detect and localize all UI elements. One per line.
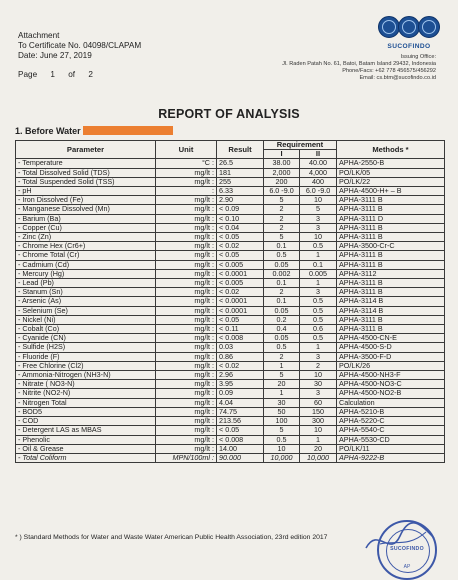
method-cell: APHA-4500-H+ – B [337, 187, 445, 196]
page-indicator [18, 70, 104, 79]
requirement-ii-cell: 0.1 [300, 260, 337, 269]
requirement-ii-cell: 0.5 [300, 242, 337, 251]
parameter-cell: - Free Chlorine (Cl2) [16, 361, 156, 370]
header-requirement: Requirement [264, 141, 337, 150]
table-row [16, 260, 445, 269]
page-of-label: of [68, 70, 76, 79]
requirement-ii-cell: 3 [300, 214, 337, 223]
method-cell: APHA-4500-NO2-B [337, 389, 445, 398]
parameter-cell: - Selenium (Se) [16, 306, 156, 315]
stamp-text: SUCOFINDO [390, 546, 424, 552]
unit-cell: mg/lt : [156, 380, 217, 389]
requirement-ii-cell: 0.5 [300, 334, 337, 343]
requirement-i-cell: 2 [264, 223, 300, 232]
table-row [16, 444, 445, 453]
table-row [16, 223, 445, 232]
parameter-cell: - COD [16, 417, 156, 426]
requirement-ii-cell: 40.00 [300, 159, 337, 168]
parameter-cell: - Nitrite (NO2-N) [16, 389, 156, 398]
result-cell: 213.56 [217, 417, 264, 426]
requirement-ii-cell: 2 [300, 361, 337, 370]
requirement-ii-cell: 3 [300, 223, 337, 232]
method-cell: APHA-3111 B [337, 233, 445, 242]
requirement-ii-cell: 10 [300, 196, 337, 205]
requirement-i-cell: 5 [264, 233, 300, 242]
method-cell: APHA-2550-B [337, 159, 445, 168]
parameter-cell: - Cobalt (Co) [16, 325, 156, 334]
parameter-cell: - Chrome Hex (Cr6+) [16, 242, 156, 251]
result-cell: 0.03 [217, 343, 264, 352]
parameter-cell: - Chrome Total (Cr) [16, 251, 156, 260]
issuing-office-label: Issuing Office: [400, 54, 436, 60]
requirement-ii-cell: 10,000 [300, 453, 337, 462]
section-title: 1. Before Water [15, 126, 81, 136]
result-cell: < 0.008 [217, 334, 264, 343]
requirement-i-cell: 2,000 [264, 168, 300, 177]
page-current: 1 [50, 70, 55, 79]
parameter-cell: - Ammonia-Nitrogen (NH3-N) [16, 371, 156, 380]
requirement-i-cell: 0.05 [264, 334, 300, 343]
requirement-i-cell: 5 [264, 196, 300, 205]
table-row [16, 435, 445, 444]
requirement-i-cell: 0.05 [264, 306, 300, 315]
stamp-sub: AP [403, 564, 411, 570]
unit-cell: mg/lt : [156, 297, 217, 306]
result-cell: 74.75 [217, 407, 264, 416]
phone-line: Phone/Facs: +62 778 456575/456292 [342, 68, 436, 74]
unit-cell: mg/lt : [156, 269, 217, 278]
method-cell: APHA-3111 B [337, 251, 445, 260]
requirement-i-cell: 0.002 [264, 269, 300, 278]
table-row [16, 352, 445, 361]
attachment-line: Attachment [18, 31, 60, 40]
requirement-ii-cell: 0.5 [300, 306, 337, 315]
requirement-ii-cell: 10 [300, 233, 337, 242]
table-row [16, 407, 445, 416]
parameter-cell: - Barium (Ba) [16, 214, 156, 223]
result-cell: < 0.05 [217, 233, 264, 242]
result-cell: 0.09 [217, 389, 264, 398]
unit-cell: mg/lt : [156, 260, 217, 269]
table-row [16, 315, 445, 324]
parameter-cell: - Arsenic (As) [16, 297, 156, 306]
requirement-ii-cell: 60 [300, 398, 337, 407]
unit-cell: mg/lt : [156, 306, 217, 315]
result-cell: < 0.0001 [217, 297, 264, 306]
result-cell: 4.04 [217, 398, 264, 407]
method-cell: APHA-3500-F-D [337, 352, 445, 361]
parameter-cell: - Stanum (Sn) [16, 288, 156, 297]
table-row [16, 205, 445, 214]
requirement-ii-cell: 3 [300, 288, 337, 297]
requirement-i-cell: 0.1 [264, 297, 300, 306]
requirement-i-cell: 0.1 [264, 279, 300, 288]
requirement-i-cell: 200 [264, 177, 300, 186]
method-cell: APHA-3111 B [337, 325, 445, 334]
table-row [16, 159, 445, 168]
table-row [16, 389, 445, 398]
table-row [16, 398, 445, 407]
attachment-block [18, 31, 141, 61]
section-heading [15, 126, 173, 136]
method-cell: APHA-3114 B [337, 297, 445, 306]
parameter-cell: - Cyanide (CN) [16, 334, 156, 343]
result-cell: < 0.05 [217, 251, 264, 260]
footnote: * ) Standard Methods for Water and Waste Water American Public Health Association, 23rd edition 2017 [15, 534, 328, 541]
unit-cell: mg/lt : [156, 223, 217, 232]
result-cell: < 0.008 [217, 435, 264, 444]
result-cell: 181 [217, 168, 264, 177]
unit-cell: mg/lt : [156, 371, 217, 380]
table-row [16, 334, 445, 343]
method-cell: APHA-5220-C [337, 417, 445, 426]
company-logo [376, 16, 442, 50]
parameter-cell: - Copper (Cu) [16, 223, 156, 232]
method-cell: PO/LK/05 [337, 168, 445, 177]
unit-cell: mg/lt : [156, 389, 217, 398]
requirement-i-cell: 2 [264, 352, 300, 361]
result-cell: < 0.02 [217, 288, 264, 297]
method-cell: APHA-4500-NH3-F [337, 371, 445, 380]
requirement-ii-cell: 1 [300, 279, 337, 288]
unit-cell: mg/lt : [156, 352, 217, 361]
table-row [16, 269, 445, 278]
requirement-ii-cell: 300 [300, 417, 337, 426]
header-req-i: I [264, 150, 300, 159]
requirement-ii-cell: 1 [300, 435, 337, 444]
parameter-cell: - Lead (Pb) [16, 279, 156, 288]
unit-cell: mg/lt : [156, 214, 217, 223]
requirement-i-cell: 0.5 [264, 435, 300, 444]
method-cell: APHA-3111 B [337, 223, 445, 232]
result-cell: 14.00 [217, 444, 264, 453]
table-row [16, 251, 445, 260]
page-label: Page [18, 70, 38, 79]
unit-cell: mg/lt : [156, 407, 217, 416]
parameter-cell: - Sulfide (H2S) [16, 343, 156, 352]
company-stamp [377, 520, 437, 580]
requirement-i-cell: 0.1 [264, 242, 300, 251]
result-cell: < 0.005 [217, 260, 264, 269]
certificate-number: To Certificate No. 04098/CLAPAM [18, 41, 142, 50]
method-cell: APHA-3111 B [337, 205, 445, 214]
parameter-cell: - BOD5 [16, 407, 156, 416]
table-row [16, 288, 445, 297]
requirement-i-cell: 20 [264, 380, 300, 389]
parameter-cell: - Nickel (Ni) [16, 315, 156, 324]
header-parameter: Parameter [16, 141, 156, 159]
table-row [16, 214, 445, 223]
requirement-i-cell: 50 [264, 407, 300, 416]
logo-globe-icon [398, 16, 420, 38]
result-cell: 90.000 [217, 453, 264, 462]
page-total: 2 [88, 70, 93, 79]
requirement-i-cell: 2 [264, 205, 300, 214]
method-cell: Calculation [337, 398, 445, 407]
address-line: Jl. Raden Patah No. 61, Batoi, Batam Island 29432, Indonesia [282, 61, 436, 67]
method-cell: APHA-3500-Cr-C [337, 242, 445, 251]
result-cell: < 0.005 [217, 279, 264, 288]
parameter-cell: - Fluoride (F) [16, 352, 156, 361]
report-title: REPORT OF ANALYSIS [158, 107, 300, 121]
requirement-ii-cell: 6.0 -9.0 [300, 187, 337, 196]
requirement-i-cell: 0.5 [264, 343, 300, 352]
unit-cell: mg/lt : [156, 435, 217, 444]
unit-cell: mg/lt : [156, 417, 217, 426]
requirement-ii-cell: 4,000 [300, 168, 337, 177]
result-cell: < 0.10 [217, 214, 264, 223]
result-cell: < 0.05 [217, 426, 264, 435]
unit-cell: mg/lt : [156, 398, 217, 407]
parameter-cell: - Temperature [16, 159, 156, 168]
requirement-ii-cell: 0.6 [300, 325, 337, 334]
parameter-cell: - Mercury (Hg) [16, 269, 156, 278]
method-cell: PO/LK/11 [337, 444, 445, 453]
unit-cell: mg/lt : [156, 343, 217, 352]
parameter-cell: - Total Dissolved Solid (TDS) [16, 168, 156, 177]
requirement-i-cell: 0.5 [264, 251, 300, 260]
requirement-ii-cell: 10 [300, 371, 337, 380]
method-cell: APHA-3111 B [337, 288, 445, 297]
requirement-i-cell: 10,000 [264, 453, 300, 462]
logo-globe-icon [378, 16, 400, 38]
table-row [16, 325, 445, 334]
result-cell: 255 [217, 177, 264, 186]
requirement-ii-cell: 30 [300, 380, 337, 389]
method-cell: APHA-3112 [337, 269, 445, 278]
table-row [16, 242, 445, 251]
method-cell: PO/LK/22 [337, 177, 445, 186]
requirement-ii-cell: 1 [300, 251, 337, 260]
company-name: SUCOFINDO [387, 43, 431, 50]
table-row [16, 187, 445, 196]
unit-cell: mg/lt : [156, 426, 217, 435]
table-row [16, 306, 445, 315]
requirement-i-cell: 1 [264, 389, 300, 398]
logo-globe-icon [418, 16, 440, 38]
table-row [16, 168, 445, 177]
method-cell: APHA-5530-CD [337, 435, 445, 444]
requirement-ii-cell: 1 [300, 343, 337, 352]
header-unit: Unit [156, 141, 217, 159]
requirement-i-cell: 1 [264, 361, 300, 370]
parameter-cell: - Iron Dissolved (Fe) [16, 196, 156, 205]
requirement-i-cell: 6.0 -9.0 [264, 187, 300, 196]
result-cell: < 0.05 [217, 315, 264, 324]
requirement-i-cell: 0.4 [264, 325, 300, 334]
email-line: Email: cs.btm@sucofindo.co.id [359, 75, 436, 81]
unit-cell: MPN/100ml : [156, 453, 217, 462]
method-cell: APHA-3111 D [337, 214, 445, 223]
table-row [16, 380, 445, 389]
requirement-i-cell: 2 [264, 214, 300, 223]
method-cell: APHA-9222-B [337, 453, 445, 462]
unit-cell: mg/lt : [156, 168, 217, 177]
parameter-cell: - Oil & Grease [16, 444, 156, 453]
table-row [16, 453, 445, 462]
result-cell: 3.95 [217, 380, 264, 389]
unit-cell: mg/lt : [156, 251, 217, 260]
method-cell: APHA-3111 B [337, 260, 445, 269]
requirement-ii-cell: 20 [300, 444, 337, 453]
requirement-ii-cell: 400 [300, 177, 337, 186]
header-req-ii: II [300, 150, 337, 159]
method-cell: APHA-5540-C [337, 426, 445, 435]
requirement-i-cell: 100 [264, 417, 300, 426]
result-cell: < 0.11 [217, 325, 264, 334]
table-row [16, 196, 445, 205]
parameter-cell: - Total Coliform [16, 453, 156, 462]
method-cell: APHA-3111 B [337, 196, 445, 205]
requirement-i-cell: 30 [264, 398, 300, 407]
table-row [16, 297, 445, 306]
result-cell: 26.5 [217, 159, 264, 168]
unit-cell: : [156, 187, 217, 196]
method-cell: APHA-4500-NO3-C [337, 380, 445, 389]
result-cell: 2.90 [217, 196, 264, 205]
unit-cell: mg/lt : [156, 325, 217, 334]
table-row [16, 343, 445, 352]
unit-cell: mg/lt : [156, 334, 217, 343]
unit-cell: mg/lt : [156, 288, 217, 297]
parameter-cell: - Cadmium (Cd) [16, 260, 156, 269]
requirement-ii-cell: 3 [300, 352, 337, 361]
certificate-date: Date: June 27, 2019 [18, 51, 92, 60]
table-row [16, 426, 445, 435]
header-methods: Methods * [337, 141, 445, 159]
unit-cell: mg/lt : [156, 315, 217, 324]
method-cell: APHA-4500-S-D [337, 343, 445, 352]
method-cell: APHA-3114 B [337, 306, 445, 315]
requirement-i-cell: 5 [264, 426, 300, 435]
requirement-i-cell: 0.2 [264, 315, 300, 324]
table-row [16, 371, 445, 380]
result-cell: < 0.09 [217, 205, 264, 214]
parameter-cell: - Nitrogen Total [16, 398, 156, 407]
unit-cell: mg/lt : [156, 233, 217, 242]
result-cell: 2.96 [217, 371, 264, 380]
table-row [16, 177, 445, 186]
result-cell: 6.33 [217, 187, 264, 196]
table-row [16, 279, 445, 288]
unit-cell: mg/lt : [156, 361, 217, 370]
result-cell: 0.86 [217, 352, 264, 361]
method-cell: APHA-4500-CN-E [337, 334, 445, 343]
method-cell: APHA-3111 B [337, 315, 445, 324]
unit-cell: mg/lt : [156, 242, 217, 251]
method-cell: APHA-3111 B [337, 279, 445, 288]
company-address [282, 54, 436, 82]
parameter-cell: - pH [16, 187, 156, 196]
header-result: Result [217, 141, 264, 159]
unit-cell: °C : [156, 159, 217, 168]
requirement-ii-cell: 0.5 [300, 315, 337, 324]
requirement-i-cell: 5 [264, 371, 300, 380]
method-cell: APHA-5210-B [337, 407, 445, 416]
unit-cell: mg/lt : [156, 444, 217, 453]
parameter-cell: - Manganese Dissolved (Mn) [16, 205, 156, 214]
requirement-i-cell: 10 [264, 444, 300, 453]
table-row [16, 361, 445, 370]
parameter-cell: - Detergent LAS as MBAS [16, 426, 156, 435]
result-cell: < 0.04 [217, 223, 264, 232]
method-cell: PO/LK/26 [337, 361, 445, 370]
result-cell: < 0.02 [217, 242, 264, 251]
analysis-table [15, 140, 445, 463]
parameter-cell: - Total Suspended Solid (TSS) [16, 177, 156, 186]
parameter-cell: - Nitrate ( NO3-N) [16, 380, 156, 389]
unit-cell: mg/lt : [156, 177, 217, 186]
requirement-ii-cell: 0.5 [300, 297, 337, 306]
result-cell: < 0.0001 [217, 269, 264, 278]
requirement-ii-cell: 3 [300, 389, 337, 398]
requirement-i-cell: 2 [264, 288, 300, 297]
result-cell: < 0.02 [217, 361, 264, 370]
requirement-i-cell: 38.00 [264, 159, 300, 168]
parameter-cell: - Zinc (Zn) [16, 233, 156, 242]
requirement-ii-cell: 150 [300, 407, 337, 416]
unit-cell: mg/lt : [156, 205, 217, 214]
requirement-ii-cell: 10 [300, 426, 337, 435]
redaction-bar [83, 126, 173, 135]
result-cell: < 0.0001 [217, 306, 264, 315]
unit-cell: mg/lt : [156, 279, 217, 288]
unit-cell: mg/lt : [156, 196, 217, 205]
requirement-ii-cell: 5 [300, 205, 337, 214]
table-row [16, 417, 445, 426]
requirement-ii-cell: 0.005 [300, 269, 337, 278]
requirement-i-cell: 0.05 [264, 260, 300, 269]
parameter-cell: - Phenolic [16, 435, 156, 444]
table-row [16, 233, 445, 242]
